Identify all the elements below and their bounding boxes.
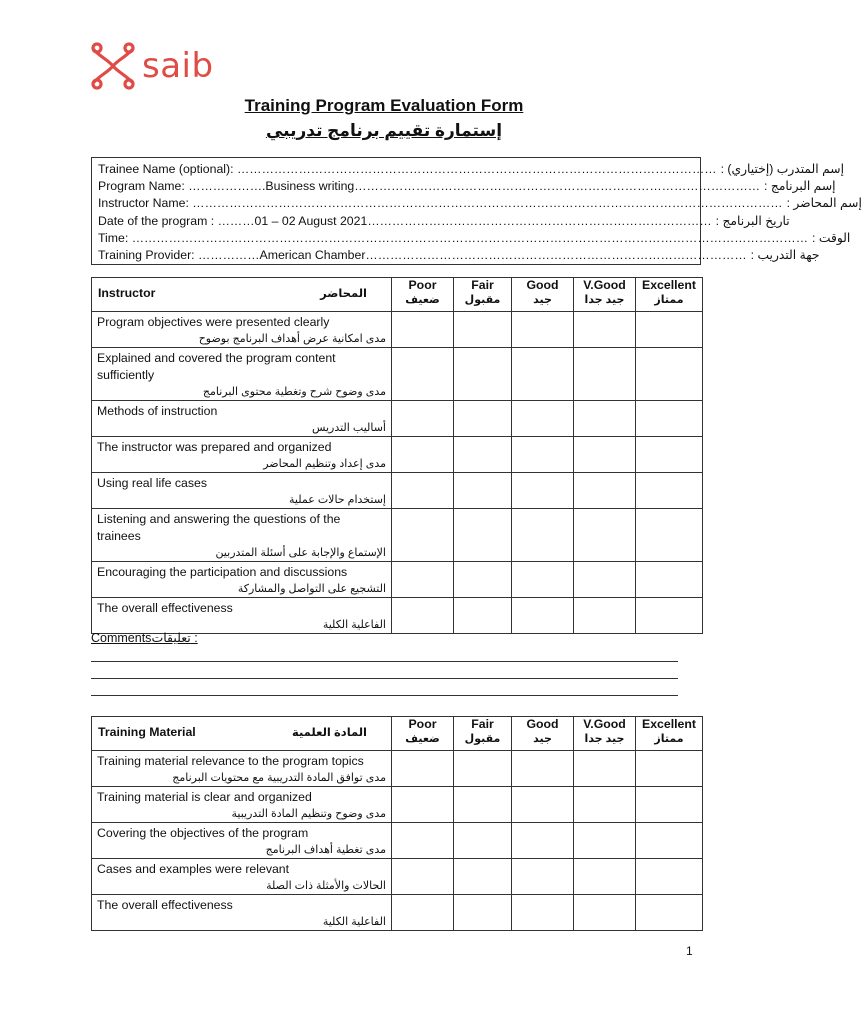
saib-logo [88, 42, 214, 90]
rating-header-fair: Fair مقبول [454, 717, 512, 751]
logo-text: saib [142, 46, 214, 86]
rating-cell-vgood[interactable] [574, 787, 636, 823]
table-row [92, 823, 703, 859]
info-row-time[interactable] [98, 230, 851, 247]
rating-cell-fair[interactable] [454, 473, 512, 509]
rating-cell-excellent[interactable] [636, 787, 703, 823]
rating-cell-fair[interactable] [454, 401, 512, 437]
criterion-cell: Program objectives were presented clearly مدى امكانية عرض أهداف البرنامج بوضوح [92, 312, 392, 348]
rating-cell-vgood[interactable] [574, 823, 636, 859]
rating-cell-excellent[interactable] [636, 473, 703, 509]
info-row-trainee-name[interactable] [98, 161, 845, 178]
info-row-training-provider[interactable] [98, 247, 820, 264]
rating-cell-fair[interactable] [454, 823, 512, 859]
rating-cell-poor[interactable] [392, 437, 454, 473]
rating-cell-vgood[interactable] [574, 509, 636, 562]
criterion-cell: Covering the objectives of the program مدى تغطية أهداف البرنامج [92, 823, 392, 859]
criterion-cell: The instructor was prepared and organized مدى إعداد وتنظيم المحاضر [92, 437, 392, 473]
table-row [92, 348, 703, 401]
section-title-arabic: المحاضر [320, 288, 367, 300]
rating-cell-good[interactable] [512, 787, 574, 823]
rating-cell-vgood[interactable] [574, 598, 636, 634]
rating-cell-poor[interactable] [392, 751, 454, 787]
info-label-arabic: جهة التدريب : [750, 247, 820, 262]
rating-cell-vgood[interactable] [574, 859, 636, 895]
rating-cell-good[interactable] [512, 473, 574, 509]
rating-header-poor: Poor ضعيف [392, 717, 454, 751]
info-label: Program Name: ……………….Business writing……………………………………………………………………………………… [98, 179, 761, 194]
rating-cell-fair[interactable] [454, 751, 512, 787]
criterion-cell: The overall effectiveness الفاعلية الكلية [92, 895, 392, 931]
criterion-cell: Cases and examples were relevant الحالات والأمثلة ذات الصلة [92, 859, 392, 895]
rating-cell-poor[interactable] [392, 401, 454, 437]
rating-cell-excellent[interactable] [636, 598, 703, 634]
rating-cell-excellent[interactable] [636, 437, 703, 473]
rating-cell-fair[interactable] [454, 598, 512, 634]
rating-cell-poor[interactable] [392, 312, 454, 348]
rating-header-vgood: V.Good جيد جدا [574, 717, 636, 751]
info-label: Trainee Name (optional): ……………………………………………………………………………………………………… [98, 162, 717, 176]
rating-header-vgood: V.Good جيد جدا [574, 278, 636, 312]
info-label: Date of the program : ………01 – 02 August 2021………………………………………………………………………… [98, 213, 712, 228]
rating-header-fair: Fair مقبول [454, 278, 512, 312]
info-label-arabic: الوقت : [812, 230, 851, 245]
rating-cell-vgood[interactable] [574, 348, 636, 401]
rating-cell-fair[interactable] [454, 895, 512, 931]
comment-line[interactable] [91, 678, 678, 679]
rating-cell-good[interactable] [512, 437, 574, 473]
rating-cell-poor[interactable] [392, 859, 454, 895]
info-label: Training Provider: ……………American Chamber………………………………………………………………………………… [98, 247, 747, 262]
table-row [92, 598, 703, 634]
section-header [92, 717, 392, 751]
rating-header-good: Good جيد [512, 717, 574, 751]
rating-cell-vgood[interactable] [574, 437, 636, 473]
rating-cell-excellent[interactable] [636, 562, 703, 598]
section-title: Training Material [98, 725, 196, 739]
section-title-arabic: المادة العلمية [292, 727, 367, 739]
rating-cell-excellent[interactable] [636, 509, 703, 562]
table-row [92, 895, 703, 931]
rating-header-excellent: Excellent ممتاز [636, 278, 703, 312]
rating-header-poor: Poor ضعيف [392, 278, 454, 312]
program-info-box [91, 157, 862, 265]
rating-cell-fair[interactable] [454, 509, 512, 562]
rating-cell-poor[interactable] [392, 473, 454, 509]
rating-cell-poor[interactable] [392, 823, 454, 859]
instructor-evaluation-table [91, 277, 703, 634]
table-header-row [92, 717, 703, 751]
criterion-cell: Methods of instruction أساليب التدريس [92, 401, 392, 437]
criterion-cell: The overall effectiveness الفاعلية الكلية [92, 598, 392, 634]
rating-cell-excellent[interactable] [636, 751, 703, 787]
table-row [92, 509, 703, 562]
rating-cell-excellent[interactable] [636, 895, 703, 931]
rating-cell-good[interactable] [512, 348, 574, 401]
rating-cell-good[interactable] [512, 895, 574, 931]
rating-cell-good[interactable] [512, 401, 574, 437]
rating-cell-good[interactable] [512, 859, 574, 895]
rating-cell-fair[interactable] [454, 312, 512, 348]
form-title-arabic: إستمارة تقييم برنامج تدريبي [265, 121, 503, 140]
comments-label: Commentsتعليقات : [91, 631, 198, 645]
rating-cell-vgood[interactable] [574, 473, 636, 509]
info-label-arabic: إسم المحاضر : [786, 196, 862, 211]
comment-line[interactable] [91, 695, 678, 696]
section-header [92, 278, 392, 312]
rating-cell-vgood[interactable] [574, 751, 636, 787]
info-label-arabic: إسم المتدرب (إختياري) : [720, 162, 845, 176]
table-row [92, 401, 703, 437]
info-row-program-name[interactable] [98, 178, 836, 195]
rating-cell-vgood[interactable] [574, 562, 636, 598]
form-title: Training Program Evaluation Form [244, 96, 524, 115]
info-row-date[interactable] [98, 213, 790, 230]
info-label: Time: ………………………………………………………………………………………………………………………………………………… [98, 230, 809, 245]
rating-cell-poor[interactable] [392, 348, 454, 401]
rating-cell-fair[interactable] [454, 437, 512, 473]
rating-cell-good[interactable] [512, 751, 574, 787]
rating-cell-good[interactable] [512, 509, 574, 562]
rating-cell-vgood[interactable] [574, 895, 636, 931]
criterion-cell: Explained and covered the program content sufficiently مدى وضوح شرح وتغطية محتوى البرنامج [92, 348, 392, 401]
rating-cell-excellent[interactable] [636, 859, 703, 895]
rating-cell-excellent[interactable] [636, 312, 703, 348]
table-row [92, 859, 703, 895]
table-row [92, 473, 703, 509]
rating-cell-poor[interactable] [392, 787, 454, 823]
rating-cell-excellent[interactable] [636, 823, 703, 859]
rating-cell-good[interactable] [512, 823, 574, 859]
table-row [92, 787, 703, 823]
table-row [92, 562, 703, 598]
training-material-evaluation-table [91, 716, 703, 931]
criterion-cell: Listening and answering the questions of the trainees الإستماع والإجابة على أسئلة المتدربين [92, 509, 392, 562]
rating-cell-fair[interactable] [454, 348, 512, 401]
info-label-arabic: تاريخ البرنامج : [715, 213, 790, 228]
section-title: Instructor [98, 286, 156, 300]
rating-cell-vgood[interactable] [574, 312, 636, 348]
table-row [92, 312, 703, 348]
rating-cell-poor[interactable] [392, 562, 454, 598]
info-label-arabic: إسم البرنامج : [764, 179, 836, 194]
rating-cell-poor[interactable] [392, 598, 454, 634]
rating-cell-fair[interactable] [454, 562, 512, 598]
rating-header-excellent: Excellent ممتاز [636, 717, 703, 751]
rating-cell-excellent[interactable] [636, 401, 703, 437]
rating-cell-fair[interactable] [454, 859, 512, 895]
table-header-row [92, 278, 703, 312]
rating-cell-good[interactable] [512, 562, 574, 598]
page-number: 1 [686, 944, 693, 958]
criterion-cell: Encouraging the participation and discussions التشجيع على التواصل والمشاركة [92, 562, 392, 598]
info-label: Instructor Name: ……………………………………………………………………………………………………………………………… [98, 196, 783, 211]
rating-cell-fair[interactable] [454, 787, 512, 823]
rating-cell-vgood[interactable] [574, 401, 636, 437]
table-row [92, 437, 703, 473]
criterion-cell: Training material is clear and organized مدى وضوح وتنظيم المادة التدريبية [92, 787, 392, 823]
rating-cell-good[interactable] [512, 598, 574, 634]
table-row [92, 751, 703, 787]
info-row-instructor-name[interactable] [98, 195, 862, 212]
rating-cell-excellent[interactable] [636, 348, 703, 401]
saib-logo-icon [88, 42, 138, 90]
rating-cell-poor[interactable] [392, 509, 454, 562]
rating-header-good: Good جيد [512, 278, 574, 312]
rating-cell-poor[interactable] [392, 895, 454, 931]
criterion-cell: Using real life cases إستخدام حالات عملية [92, 473, 392, 509]
criterion-cell: Training material relevance to the program topics مدى توافق المادة التدريبية مع محتويات البرنامج [92, 751, 392, 787]
rating-cell-good[interactable] [512, 312, 574, 348]
comment-line[interactable] [91, 661, 678, 662]
